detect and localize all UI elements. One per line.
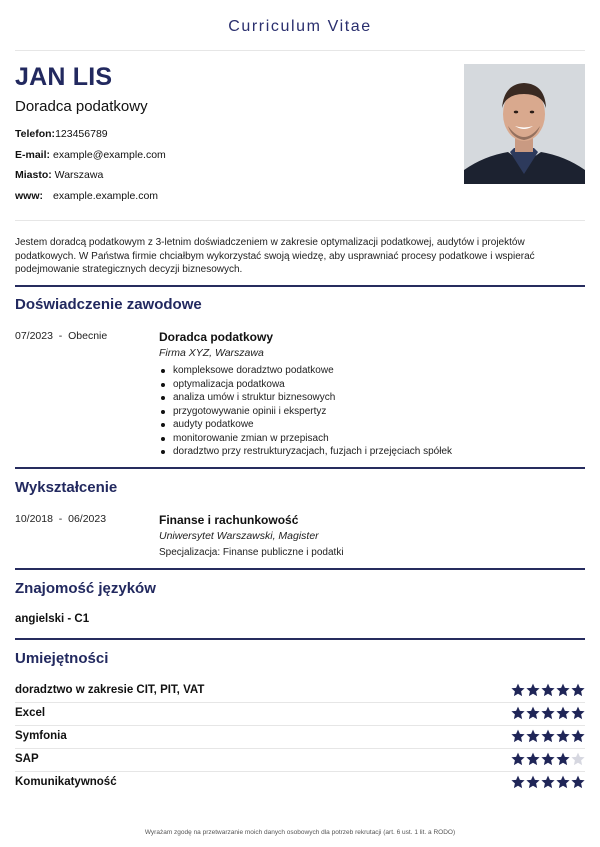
contact-website-label: www:: [15, 190, 43, 202]
star-icon: [556, 752, 570, 766]
summary-divider: [15, 220, 585, 221]
education-school: Uniwersytet Warszawski, Magister: [159, 530, 319, 542]
skill-name: Symfonia: [15, 730, 67, 742]
contact-email-value: example@example.com: [53, 149, 166, 161]
skill-row: [15, 749, 585, 772]
star-icon: [541, 775, 555, 789]
list-item: kompleksowe doradztwo podatkowe: [159, 364, 452, 378]
contact-website-value: example.example.com: [53, 190, 159, 202]
skill-row: [15, 772, 585, 795]
star-icon: [511, 706, 525, 720]
skill-row: [15, 726, 585, 749]
star-icon: [526, 752, 540, 766]
list-item: audyty podatkowe: [159, 418, 452, 432]
header-divider: [15, 50, 585, 51]
education-heading: Wykształcenie: [15, 479, 118, 496]
star-icon: [556, 729, 570, 743]
contact-city-value: Warszawa: [54, 169, 104, 181]
contact-email-label: E-mail:: [15, 149, 51, 161]
list-item: monitorowanie zmian w przepisach: [159, 432, 452, 446]
experience-position: Doradca podatkowy: [159, 330, 274, 344]
contact-phone-label: Telefon:: [15, 128, 56, 140]
star-icon: [571, 706, 585, 720]
language-item: angielski - C1: [15, 613, 90, 625]
profile-summary: Jestem doradcą podatkowym z 3-letnim doświadczeniem w zakresie optymalizacji podatkowej, audytów i projektów podatkowych. W Państwa firmie chciałbym wykorzystać swoją wiedzę, aby usprawniać procesy podatkowe i wspierać podejmowanie strategicznych decyzji biznesowych.: [15, 237, 535, 275]
star-icon: [511, 775, 525, 789]
person-name: JAN LIS: [15, 63, 113, 91]
star-icon: [526, 729, 540, 743]
contact-city-label: Miasto:: [15, 169, 52, 181]
star-icon: [541, 729, 555, 743]
profile-photo: [464, 64, 585, 184]
document-title: Curriculum Vitae: [228, 18, 372, 35]
skill-row: [15, 680, 585, 703]
star-icon: [526, 683, 540, 697]
section-divider: [15, 638, 585, 640]
star-icon: [571, 683, 585, 697]
list-item: przygotowywanie opinii i ekspertyz: [159, 405, 452, 419]
job-title: Doradca podatkowy: [15, 98, 148, 115]
star-icon: [571, 752, 585, 766]
star-icon: [511, 752, 525, 766]
education-specialization: Specjalizacja: Finanse publiczne i podatki: [159, 547, 344, 558]
section-divider: [15, 467, 585, 469]
star-icon: [526, 775, 540, 789]
contact-website: [15, 190, 215, 202]
contact-phone-value: 123456789: [55, 128, 108, 140]
contact-phone: [15, 128, 108, 140]
skill-rating: [511, 752, 585, 766]
skill-name: doradztwo w zakresie CIT, PIT, VAT: [15, 684, 205, 696]
star-icon: [541, 683, 555, 697]
star-icon: [556, 706, 570, 720]
skill-name: Excel: [15, 707, 46, 719]
experience-heading: Doświadczenie zawodowe: [15, 296, 202, 313]
education-date: 10/2018 - 06/2023: [15, 513, 107, 525]
section-divider: [15, 285, 585, 287]
experience-company: Firma XYZ, Warszawa: [159, 347, 264, 359]
gdpr-consent-clause: Wyrażam zgodę na przetwarzanie moich danych osobowych dla potrzeb rekrutacji (art. 6 ust. 1 lit. a RODO): [144, 829, 456, 836]
experience-duties-list: [159, 364, 452, 459]
skill-name: Komunikatywność: [15, 776, 117, 788]
contact-city: [15, 169, 103, 181]
list-item: analiza umów i struktur biznesowych: [159, 391, 452, 405]
skill-rating: [511, 729, 585, 743]
section-divider: [15, 568, 585, 570]
skill-row: [15, 703, 585, 726]
star-icon: [556, 683, 570, 697]
star-icon: [556, 775, 570, 789]
star-icon: [526, 706, 540, 720]
contact-email: [15, 149, 215, 161]
star-icon: [571, 729, 585, 743]
star-icon: [541, 752, 555, 766]
star-icon: [541, 706, 555, 720]
star-icon: [511, 683, 525, 697]
star-icon: [571, 775, 585, 789]
languages-heading: Znajomość języków: [15, 580, 156, 597]
skill-rating: [511, 706, 585, 720]
list-item: optymalizacja podatkowa: [159, 378, 452, 392]
education-field: Finanse i rachunkowość: [159, 513, 299, 527]
experience-date: 07/2023 - Obecnie: [15, 330, 108, 342]
star-icon: [511, 729, 525, 743]
list-item: doradztwo przy restrukturyzacjach, fuzjach i przejęciach spółek: [159, 445, 452, 459]
skill-name: SAP: [15, 753, 39, 765]
skill-rating: [511, 683, 585, 697]
skill-rating: [511, 775, 585, 789]
skills-heading: Umiejętności: [15, 650, 109, 667]
